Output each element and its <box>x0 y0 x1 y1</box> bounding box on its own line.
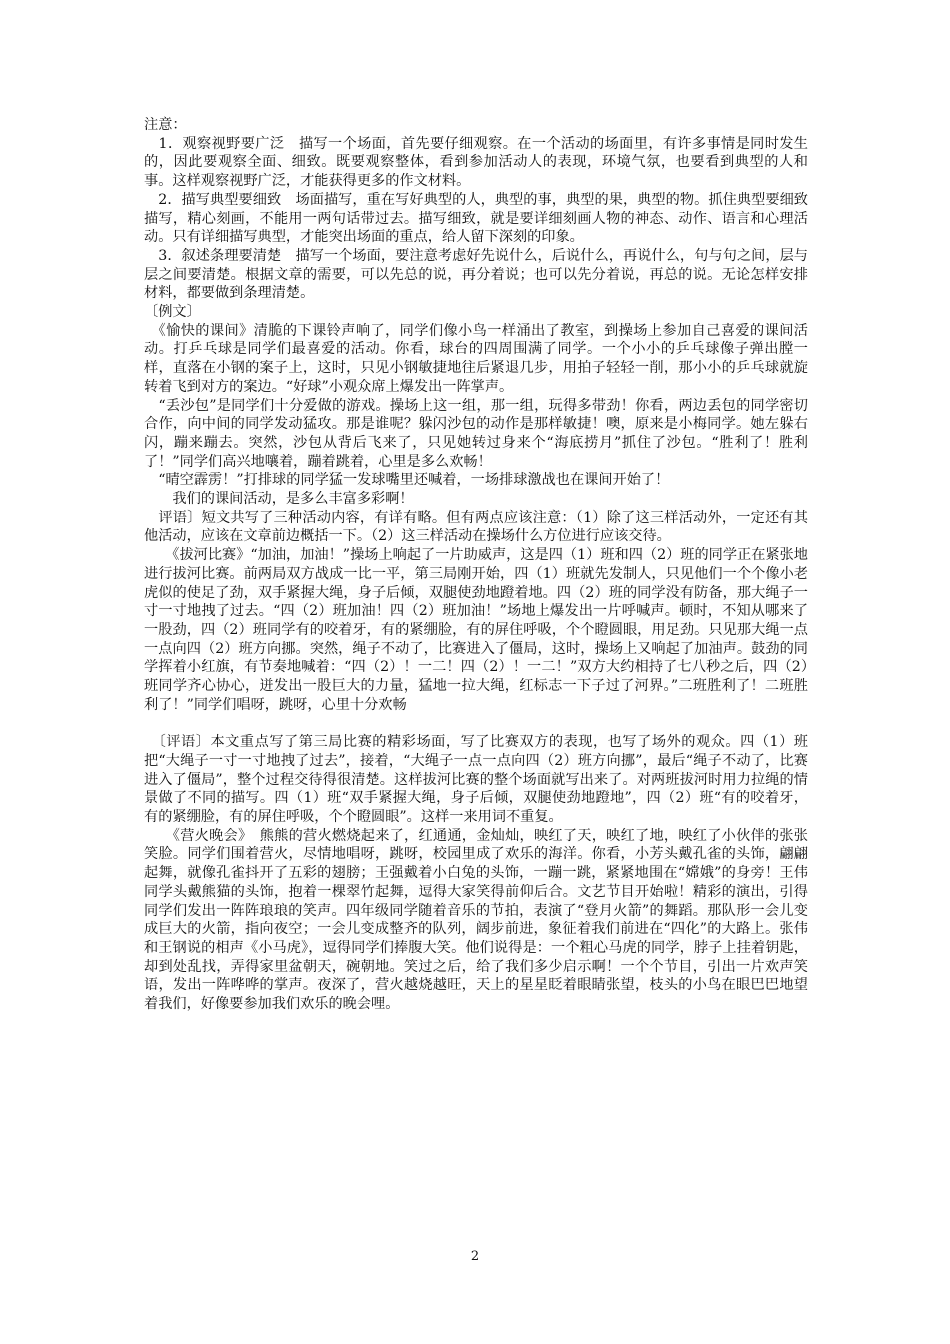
essay-recess-paragraph-3: “晴空霹雳！”打排球的同学猛一发球嘴里还喊着，一场排球激战也在课间开始了！ <box>144 472 670 489</box>
example-heading: 〔例文〕 <box>144 304 201 321</box>
essay-recess-paragraph-2: “丢沙包”是同学们十分爱做的游戏。操场上这一组，那一组，玩得多带劲！你看，两边丢包的同学密切合作，向中间的同学发动猛攻。那是谁呢？躲闪沙包的动作是那样敏捷！噢，原来是小梅同学。她左躲右闪，蹦来蹦去。突然，沙包从背后飞来了，只见她转过身来个“海底捞月”抓住了沙包。“胜利了！胜利了！”同学们高兴地嚷着，蹦着跳着，心里是多么欢畅！ <box>144 397 808 470</box>
note-point-2: 2．描写典型要细致 场面描写，重在写好典型的人，典型的事，典型的果，典型的物。抓住典型要细致描写，精心刻画，不能用一两句话带过去。描写细致，就是要详细刻画人物的神态、动作、语言和心理活动。只有详细描写典型，才能突出场面的重点，给人留下深刻的印象。 <box>144 191 808 246</box>
essay-recess-paragraph-1: 《愉快的课间》清脆的下课铃声响了，同学们像小鸟一样涌出了教室，到操场上参加自己喜爱的课间活动。打乒乓球是同学们最喜爱的活动。你看，球台的四周围满了同学。一个小小的乒乓球像子弹出膛一样，直落在小钢的案子上，这时，只见小钢敏捷地往后紧退几步，用拍子轻轻一削，那小小的乒乓球就旋转着飞到对方的案边。“好球”小观众席上爆发出一阵掌声。 <box>144 322 808 395</box>
note-point-3: 3．叙述条理要清楚 描写一个场面，要注意考虑好先说什么，后说什么，再说什么，句与句之间，层与层之间要清楚。根据文章的需要，可以先总的说，再分着说；也可以先分着说，再总的说。无论怎样安排材料，都要做到条理清楚。 <box>144 247 808 302</box>
document-body <box>144 116 808 1014</box>
essay-tug-of-war: 《拔河比赛》“加油，加油！”操场上响起了一片助威声，这是四（1）班和四（2）班的同学正在紧张地进行拔河比赛。前两局双方战成一比一平，第三局刚开始，四（1）班就先发制人，只见他们一个个像小老虎似的使足了劲，双手紧握大绳，身子后倾，双腿使劲地蹬着地。四（2）班的同学没有防备，那大绳子一寸一寸地拽了过去。“四（2）班加油！四（2）班加油！”场地上爆发出一片呼喊声。顿时，不知从哪来了一股劲，四（2）班同学有的咬着牙，有的紧绷脸，有的屏住呼吸，个个瞪圆眼，用足劲。只见那大绳一点一点向四（2）班方向挪。突然，绳子不动了，比赛进入了僵局，这时，操场上又响起了加油声。鼓劲的同学挥着小红旗，有节奏地喊着：“四（2）！一二！四（2）！一二！”双方大约相持了七八秒之后，四（2）班同学齐心协心，迸发出一股巨大的力量，猛地一拉大绳，红标志一下子过了河界。”二班胜利了！二班胜利了！”同学们唱呀，跳呀，心里十分欢畅 <box>144 547 808 713</box>
note-heading: 注意： <box>144 117 187 133</box>
page-number: 2 <box>470 1249 480 1264</box>
comment-recess: 评语〕短文共写了三种活动内容，有详有略。但有两点应该注意：（1）除了这三样活动外，一定还有其他活动，应该在文章前边概括一下。（2）这三样活动在操场什么方位进行应该交待。 <box>144 509 808 545</box>
essay-recess-paragraph-4: 我们的课间活动，是多么丰富多彩啊！ <box>144 491 414 508</box>
essay-campfire-party: 《营火晚会》 熊熊的营火燃烧起来了，红通通，金灿灿，映红了天，映红了地，映红了小伙伴的张张笑脸。同学们围着营火，尽情地唱呀，跳呀，校园里成了欢乐的海洋。你看，小芳头戴孔雀的头饰，翩翩起舞，就像孔雀抖开了五彩的翅膀；王强戴着小白兔的头饰，一蹦一跳，紧紧地围在“嫦娥”的身旁！王伟同学头戴熊猫的头饰，抱着一棵翠竹起舞，逗得大家笑得前仰后合。文艺节目开始啦！精彩的演出，引得同学们发出一阵阵琅琅的笑声。四年级同学随着音乐的节拍，表演了“登月火箭”的舞蹈。那队形一会儿变成巨大的火箭，指向夜空；一会儿变成整齐的队列，阔步前进，象征着我们前进在“四化”的大路上。张伟和王钢说的相声《小马虎》，逗得同学们捧腹大笑。他们说得是：一个粗心马虎的同学，脖子上挂着钥匙，却到处乱找，弄得家里盆朝天，碗朝地。笑过之后，给了我们多少启示啊！一个个节目，引出一片欢声笑语，发出一阵哗哗的掌声。夜深了，营火越烧越旺，天上的星星眨着眼睛张望，枝头的小鸟在眼巴巴地望着我们，好像要参加我们欢乐的晚会哩。 <box>144 827 808 1013</box>
comment-tug-of-war: 〔评语〕本文重点写了第三局比赛的精彩场面，写了比赛双方的表现，也写了场外的观众。四（1）班把“大绳子一寸一寸地拽了过去”，接着，“大绳子一点一点向四（2）班方向挪”，最后“绳子不动了，比赛进入了僵局”，整个过程交待得很清楚。这样拔河比赛的整个场面就写出来了。对两班拔河时用力拉绳的情景做了不同的描写。四（1）班“双手紧握大绳，身子后倾，双腿使劲地蹬地”，四（2）班“有的咬着牙，有的紧绷脸，有的屏住呼吸，个个瞪圆眼”。这样一来用词不重复。 <box>144 734 808 825</box>
note-point-1: 1．观察视野要广泛 描写一个场面，首先要仔细观察。在一个活动的场面里，有许多事情是同时发生的，因此要观察全面、细致。既要观察整体，看到参加活动人的表现，环境气氛，也要看到典型的人和事。这样观察视野广泛，才能获得更多的作文材料。 <box>144 135 808 190</box>
blank-line <box>144 715 808 734</box>
